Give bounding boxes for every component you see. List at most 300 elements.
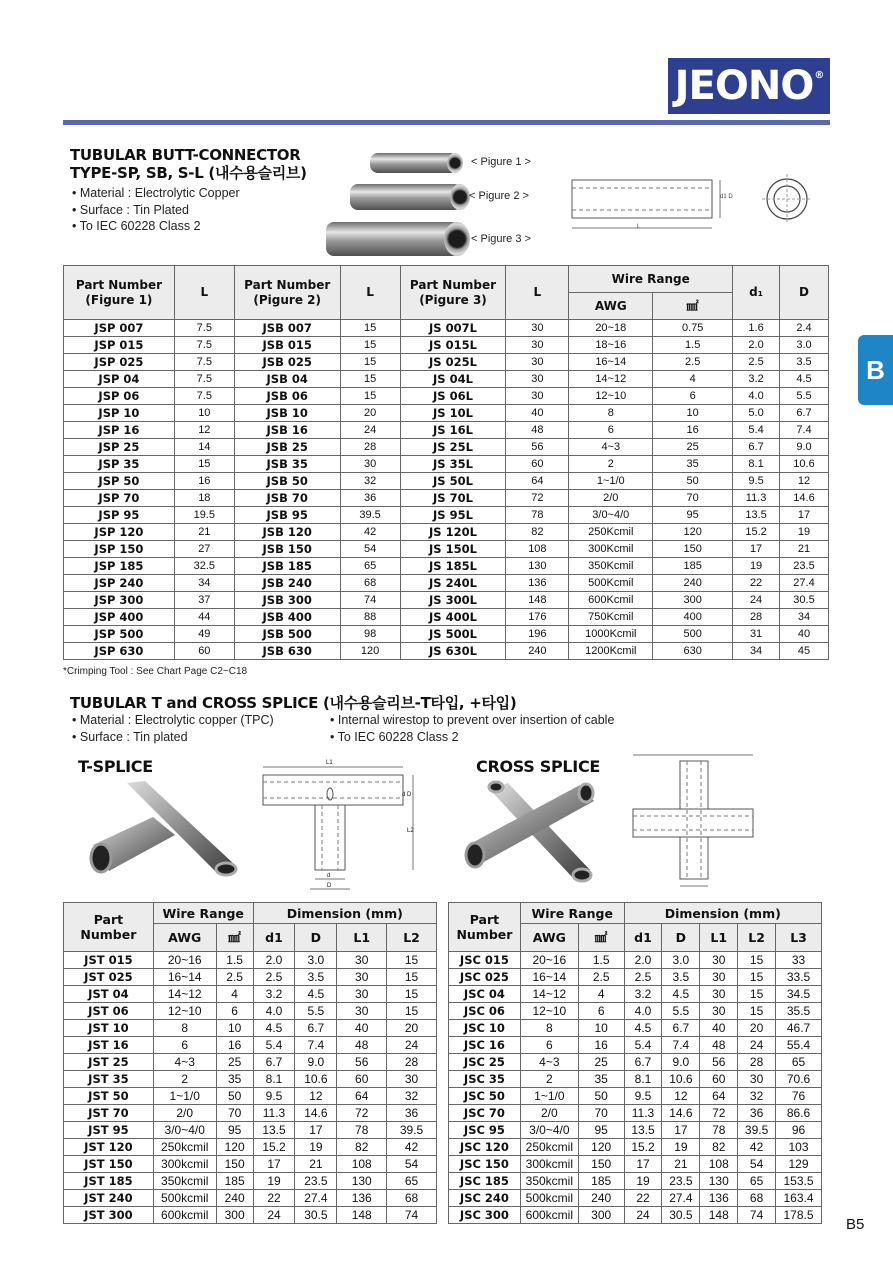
- table-cell: 76: [776, 1088, 822, 1105]
- table-cell: 136: [506, 575, 569, 592]
- t-splice-table: [63, 902, 437, 1224]
- table-cell: 60: [700, 1071, 738, 1088]
- table-cell: 35: [578, 1071, 624, 1088]
- table-cell: 15.2: [733, 524, 780, 541]
- table-cell: 70.6: [776, 1071, 822, 1088]
- table-cell: 600kcmil: [520, 1207, 578, 1224]
- table-cell: JST 015: [64, 952, 154, 969]
- table-cell: JSC 240: [449, 1190, 521, 1207]
- header-d1: d₁: [733, 266, 780, 320]
- table-cell: 50: [216, 1088, 253, 1105]
- table-cell: 65: [340, 558, 400, 575]
- table-cell: JST 16: [64, 1037, 154, 1054]
- table-cell: 12: [174, 422, 234, 439]
- table-cell: 4.5: [295, 986, 337, 1003]
- table-cell: JS 04L: [400, 371, 506, 388]
- table-cell: 56: [337, 1054, 387, 1071]
- table-cell: 9.0: [662, 1054, 700, 1071]
- table-cell: 153.5: [776, 1173, 822, 1190]
- table-cell: 13.5: [733, 507, 780, 524]
- table-cell: 7.5: [174, 354, 234, 371]
- table-row: [64, 1139, 437, 1156]
- table-cell: JSB 06: [234, 388, 340, 405]
- table-cell: 28: [340, 439, 400, 456]
- table-cell: 21: [780, 541, 829, 558]
- table-cell: 5.4: [733, 422, 780, 439]
- table-cell: 2: [569, 456, 653, 473]
- table-cell: 6: [578, 1003, 624, 1020]
- table-cell: 39.5: [738, 1122, 776, 1139]
- c-header-L1: L1: [700, 924, 738, 952]
- table-cell: 12~10: [153, 1003, 216, 1020]
- table-cell: 300kcmil: [153, 1156, 216, 1173]
- table-cell: JS 16L: [400, 422, 506, 439]
- table-cell: 30: [700, 986, 738, 1003]
- table-cell: 96: [776, 1122, 822, 1139]
- table-cell: 148: [506, 592, 569, 609]
- table-cell: 25: [653, 439, 733, 456]
- table-cell: JSP 185: [64, 558, 175, 575]
- table-cell: 10.6: [780, 456, 829, 473]
- table-cell: 64: [506, 473, 569, 490]
- t-header-D: D: [295, 924, 337, 952]
- table-cell: 1~1/0: [569, 473, 653, 490]
- table-row: [449, 952, 822, 969]
- table-cell: JSB 630: [234, 643, 340, 660]
- table-cell: 7.5: [174, 371, 234, 388]
- table-cell: 98: [340, 626, 400, 643]
- table-cell: 16: [578, 1037, 624, 1054]
- table-cell: JSP 240: [64, 575, 175, 592]
- table-cell: 50: [578, 1088, 624, 1105]
- table-cell: 15.2: [253, 1139, 295, 1156]
- table-row: [449, 969, 822, 986]
- table-cell: 2.5: [253, 969, 295, 986]
- table-cell: JSB 04: [234, 371, 340, 388]
- table-cell: 20: [340, 405, 400, 422]
- table-cell: 1.6: [733, 320, 780, 337]
- table-cell: 54: [340, 541, 400, 558]
- table-cell: 9.0: [780, 439, 829, 456]
- table-cell: 30: [700, 952, 738, 969]
- table-cell: 2/0: [520, 1105, 578, 1122]
- table-row: [64, 575, 829, 592]
- table-cell: 14~12: [153, 986, 216, 1003]
- table-cell: 68: [340, 575, 400, 592]
- table-cell: 23.5: [295, 1173, 337, 1190]
- table-cell: 2.0: [253, 952, 295, 969]
- table-cell: 16~14: [520, 969, 578, 986]
- table-cell: 10: [653, 405, 733, 422]
- table-cell: 78: [700, 1122, 738, 1139]
- table-cell: 300Kcmil: [569, 541, 653, 558]
- table-cell: JSP 25: [64, 439, 175, 456]
- table-cell: JSC 015: [449, 952, 521, 969]
- table-cell: 14: [174, 439, 234, 456]
- table-cell: 46.7: [776, 1020, 822, 1037]
- table-cell: JS 50L: [400, 473, 506, 490]
- t-splice-title: T-SPLICE: [78, 757, 153, 776]
- table-cell: 2/0: [569, 490, 653, 507]
- table-cell: 36: [340, 490, 400, 507]
- table-cell: 23.5: [780, 558, 829, 575]
- t-splice-image: [85, 775, 240, 885]
- table-cell: 15: [738, 969, 776, 986]
- table-cell: 6: [520, 1037, 578, 1054]
- cross-splice-drawing: [625, 753, 765, 893]
- table-cell: 130: [337, 1173, 387, 1190]
- table-cell: JS 500L: [400, 626, 506, 643]
- table-cell: 300: [578, 1207, 624, 1224]
- table-cell: 4.5: [624, 1020, 662, 1037]
- table-cell: 68: [738, 1190, 776, 1207]
- table-cell: 74: [340, 592, 400, 609]
- table-cell: 600Kcmil: [569, 592, 653, 609]
- table-cell: 22: [253, 1190, 295, 1207]
- table-cell: 13.5: [624, 1122, 662, 1139]
- section1-bullets: • Material : Electrolytic Copper • Surface : Tin Plated • To IEC 60228 Class 2: [72, 185, 240, 235]
- table-cell: JSP 015: [64, 337, 175, 354]
- table-row: [64, 1071, 437, 1088]
- table-row: [64, 1105, 437, 1122]
- table-cell: 196: [506, 626, 569, 643]
- table-cell: 88: [340, 609, 400, 626]
- table-cell: 70: [653, 490, 733, 507]
- table-cell: 3.0: [780, 337, 829, 354]
- table-cell: 28: [387, 1054, 437, 1071]
- table-cell: JST 04: [64, 986, 154, 1003]
- table-cell: 95: [578, 1122, 624, 1139]
- cross-splice-title: CROSS SPLICE: [476, 757, 601, 776]
- c-header-d1: d1: [624, 924, 662, 952]
- table-cell: 18~16: [569, 337, 653, 354]
- table-cell: 630: [653, 643, 733, 660]
- figure2-tube-end: [450, 184, 470, 210]
- table-cell: 20: [738, 1020, 776, 1037]
- table-cell: 1~1/0: [520, 1088, 578, 1105]
- table-cell: 30: [506, 371, 569, 388]
- table-cell: 40: [780, 626, 829, 643]
- table-cell: 2/0: [153, 1105, 216, 1122]
- table-cell: 103: [776, 1139, 822, 1156]
- table-cell: 40: [337, 1020, 387, 1037]
- table-cell: JSB 120: [234, 524, 340, 541]
- table-cell: 500kcmil: [153, 1190, 216, 1207]
- table-row: [64, 1190, 437, 1207]
- table-cell: 34.5: [776, 986, 822, 1003]
- table-cell: JSB 50: [234, 473, 340, 490]
- table-cell: 3.0: [662, 952, 700, 969]
- t-header-L1: L1: [337, 924, 387, 952]
- table-cell: JS 007L: [400, 320, 506, 337]
- section-tab[interactable]: B: [858, 335, 893, 405]
- table-cell: 6.7: [662, 1020, 700, 1037]
- table-cell: JS 400L: [400, 609, 506, 626]
- table-cell: 6.7: [295, 1020, 337, 1037]
- table-cell: 60: [506, 456, 569, 473]
- table-cell: 15: [340, 320, 400, 337]
- table-cell: 22: [733, 575, 780, 592]
- table-cell: 10: [216, 1020, 253, 1037]
- table-cell: 74: [738, 1207, 776, 1224]
- t-header-part-number: Part Number: [64, 903, 154, 952]
- table-cell: 4.0: [624, 1003, 662, 1020]
- table-cell: 12~10: [569, 388, 653, 405]
- table-cell: 19: [295, 1139, 337, 1156]
- table-cell: 34: [174, 575, 234, 592]
- figure3-tube-image: [326, 222, 460, 256]
- table-row: [449, 1173, 822, 1190]
- table-row: [449, 1105, 822, 1122]
- table-cell: JSP 35: [64, 456, 175, 473]
- table-cell: 65: [776, 1054, 822, 1071]
- table-cell: JSB 95: [234, 507, 340, 524]
- table-cell: JS 240L: [400, 575, 506, 592]
- table-cell: 2.5: [653, 354, 733, 371]
- table-row: [64, 1054, 437, 1071]
- table-cell: 250kcmil: [153, 1139, 216, 1156]
- table-cell: 27.4: [295, 1190, 337, 1207]
- table-cell: 13.5: [253, 1122, 295, 1139]
- table-cell: JSB 240: [234, 575, 340, 592]
- table-cell: 30: [387, 1071, 437, 1088]
- table-cell: 68: [387, 1190, 437, 1207]
- table-cell: JSC 95: [449, 1122, 521, 1139]
- table-cell: 49: [174, 626, 234, 643]
- header-part-number-figure1: Part Number (Figure 1): [64, 266, 175, 320]
- table-cell: 16: [653, 422, 733, 439]
- table-row: [449, 1020, 822, 1037]
- table-row: [64, 541, 829, 558]
- table-cell: 9.5: [733, 473, 780, 490]
- table-cell: 6: [216, 1003, 253, 1020]
- table-cell: 8: [520, 1020, 578, 1037]
- section2-bullets-left: • Material : Electrolytic copper (TPC) • Surface : Tin plated: [72, 712, 274, 745]
- table-cell: 44: [174, 609, 234, 626]
- table-cell: JSC 300: [449, 1207, 521, 1224]
- table-cell: 39.5: [387, 1122, 437, 1139]
- table-cell: 65: [387, 1173, 437, 1190]
- table-cell: 72: [700, 1105, 738, 1122]
- table-cell: JS 120L: [400, 524, 506, 541]
- page-number: B5: [846, 1216, 865, 1233]
- table-row: [449, 1088, 822, 1105]
- table-cell: JSP 95: [64, 507, 175, 524]
- table-cell: 10.6: [295, 1071, 337, 1088]
- header-L3: L: [506, 266, 569, 320]
- table-cell: 70: [216, 1105, 253, 1122]
- table-cell: JSB 25: [234, 439, 340, 456]
- drawing-label-d1D: d1 D: [720, 194, 733, 200]
- table-cell: JSC 25: [449, 1054, 521, 1071]
- table-cell: 400: [653, 609, 733, 626]
- table-cell: 48: [700, 1037, 738, 1054]
- table-cell: 30: [337, 969, 387, 986]
- table-cell: 55.4: [776, 1037, 822, 1054]
- cross-splice-table: [448, 902, 822, 1224]
- table-cell: 56: [506, 439, 569, 456]
- table-cell: 5.4: [624, 1037, 662, 1054]
- table-cell: 4.0: [733, 388, 780, 405]
- table-cell: 16: [174, 473, 234, 490]
- table-cell: JSB 16: [234, 422, 340, 439]
- table-row: [64, 388, 829, 405]
- table-cell: 7.5: [174, 320, 234, 337]
- table-row: [64, 354, 829, 371]
- table-cell: 300: [216, 1207, 253, 1224]
- table-cell: 24: [624, 1207, 662, 1224]
- table-cell: 30.5: [295, 1207, 337, 1224]
- table-cell: JSB 300: [234, 592, 340, 609]
- drawing-label-L: L: [637, 224, 641, 230]
- table-cell: 28: [738, 1054, 776, 1071]
- section2-title: TUBULAR T and CROSS SPLICE (내수용슬리브-T타입, +타입): [70, 694, 517, 712]
- table-cell: 3.2: [253, 986, 295, 1003]
- table-cell: 120: [653, 524, 733, 541]
- table-cell: 5.4: [253, 1037, 295, 1054]
- table-cell: 2: [520, 1071, 578, 1088]
- table-cell: 2.5: [624, 969, 662, 986]
- t-header-mm2: ㎟: [216, 924, 253, 952]
- table-row: [64, 473, 829, 490]
- table-cell: 72: [337, 1105, 387, 1122]
- table-cell: JSP 630: [64, 643, 175, 660]
- table-cell: JS 70L: [400, 490, 506, 507]
- table-cell: 17: [662, 1122, 700, 1139]
- table-cell: 32: [387, 1088, 437, 1105]
- table-cell: 35: [216, 1071, 253, 1088]
- table-cell: JSP 50: [64, 473, 175, 490]
- table-cell: 11.3: [624, 1105, 662, 1122]
- table-cell: 12: [662, 1088, 700, 1105]
- table-row: [64, 1122, 437, 1139]
- table-cell: 15: [340, 337, 400, 354]
- table-cell: 15: [738, 986, 776, 1003]
- table-cell: 2.5: [733, 354, 780, 371]
- table-cell: 500kcmil: [520, 1190, 578, 1207]
- table-cell: JSC 06: [449, 1003, 521, 1020]
- table-row: [64, 1173, 437, 1190]
- table-cell: 40: [506, 405, 569, 422]
- crimping-tool-note: *Crimping Tool : See Chart Page C2~C18: [63, 666, 248, 677]
- table-cell: 21: [295, 1156, 337, 1173]
- table-cell: 22: [624, 1190, 662, 1207]
- table-cell: JSP 400: [64, 609, 175, 626]
- table-cell: 17: [295, 1122, 337, 1139]
- table-cell: 3/0~4/0: [520, 1122, 578, 1139]
- table-cell: 15: [387, 969, 437, 986]
- table-cell: 11.3: [733, 490, 780, 507]
- table-row: [449, 1003, 822, 1020]
- table-cell: 15: [387, 986, 437, 1003]
- table-cell: 185: [653, 558, 733, 575]
- table-cell: JST 06: [64, 1003, 154, 1020]
- table-cell: JSP 04: [64, 371, 175, 388]
- table-row: [64, 626, 829, 643]
- table-cell: 130: [506, 558, 569, 575]
- header-mm2: ㎟: [653, 293, 733, 320]
- table-cell: JSC 35: [449, 1071, 521, 1088]
- table-cell: JSP 500: [64, 626, 175, 643]
- figure3-label: < Pigure 3 >: [471, 233, 531, 245]
- table-cell: 14.6: [295, 1105, 337, 1122]
- figure1-tube-image: [370, 153, 458, 173]
- table-cell: JSC 150: [449, 1156, 521, 1173]
- table-cell: JSP 16: [64, 422, 175, 439]
- table-cell: 240: [653, 575, 733, 592]
- header-rule: [63, 120, 830, 125]
- table-cell: 8.1: [253, 1071, 295, 1088]
- t-drawing-label-d: d: [327, 873, 331, 879]
- table-row: [64, 524, 829, 541]
- table-cell: 4.5: [253, 1020, 295, 1037]
- table-cell: 2.0: [624, 952, 662, 969]
- table-cell: 72: [506, 490, 569, 507]
- table-cell: 0.75: [653, 320, 733, 337]
- table-cell: JST 240: [64, 1190, 154, 1207]
- table-cell: JSB 150: [234, 541, 340, 558]
- figure1-label: < Pigure 1 >: [471, 156, 531, 168]
- table-cell: 30.5: [662, 1207, 700, 1224]
- table-row: [64, 405, 829, 422]
- table-cell: 1.5: [653, 337, 733, 354]
- table-cell: 19: [624, 1173, 662, 1190]
- table-row: [64, 456, 829, 473]
- table-cell: 95: [653, 507, 733, 524]
- table-row: [64, 986, 437, 1003]
- table-cell: 148: [700, 1207, 738, 1224]
- table-cell: 350Kcmil: [569, 558, 653, 575]
- table-cell: 30: [506, 354, 569, 371]
- table-cell: 240: [578, 1190, 624, 1207]
- table-cell: 25: [216, 1054, 253, 1071]
- table-cell: 24: [387, 1037, 437, 1054]
- table-cell: JSC 025: [449, 969, 521, 986]
- table-cell: 3.2: [624, 986, 662, 1003]
- section2-bullets-right: • Internal wirestop to prevent over insertion of cable • To IEC 60228 Class 2: [330, 712, 614, 745]
- c-header-dimension: Dimension (mm): [624, 903, 821, 924]
- table-cell: 185: [578, 1173, 624, 1190]
- table-cell: 15: [387, 952, 437, 969]
- table-cell: JS 06L: [400, 388, 506, 405]
- table-cell: 300: [653, 592, 733, 609]
- table-cell: 5.5: [780, 388, 829, 405]
- c-header-L3: L3: [776, 924, 822, 952]
- table-cell: 4: [578, 986, 624, 1003]
- table-row: [449, 1054, 822, 1071]
- table-cell: 70: [578, 1105, 624, 1122]
- table-cell: JS 015L: [400, 337, 506, 354]
- table-cell: 17: [780, 507, 829, 524]
- table-cell: 8: [569, 405, 653, 422]
- table-cell: 23.5: [662, 1173, 700, 1190]
- table-cell: 8.1: [733, 456, 780, 473]
- header-L1: L: [174, 266, 234, 320]
- table-cell: 78: [337, 1122, 387, 1139]
- t-header-dimension: Dimension (mm): [253, 903, 436, 924]
- table-row: [449, 1156, 822, 1173]
- table-cell: 8.1: [624, 1071, 662, 1088]
- table-cell: JSP 007: [64, 320, 175, 337]
- table-cell: JSB 185: [234, 558, 340, 575]
- table-cell: 20~16: [153, 952, 216, 969]
- table-cell: 35: [653, 456, 733, 473]
- t-splice-drawing: [255, 757, 425, 897]
- table-cell: 42: [340, 524, 400, 541]
- table-cell: JS 025L: [400, 354, 506, 371]
- table-cell: JSC 16: [449, 1037, 521, 1054]
- table-cell: 14~12: [520, 986, 578, 1003]
